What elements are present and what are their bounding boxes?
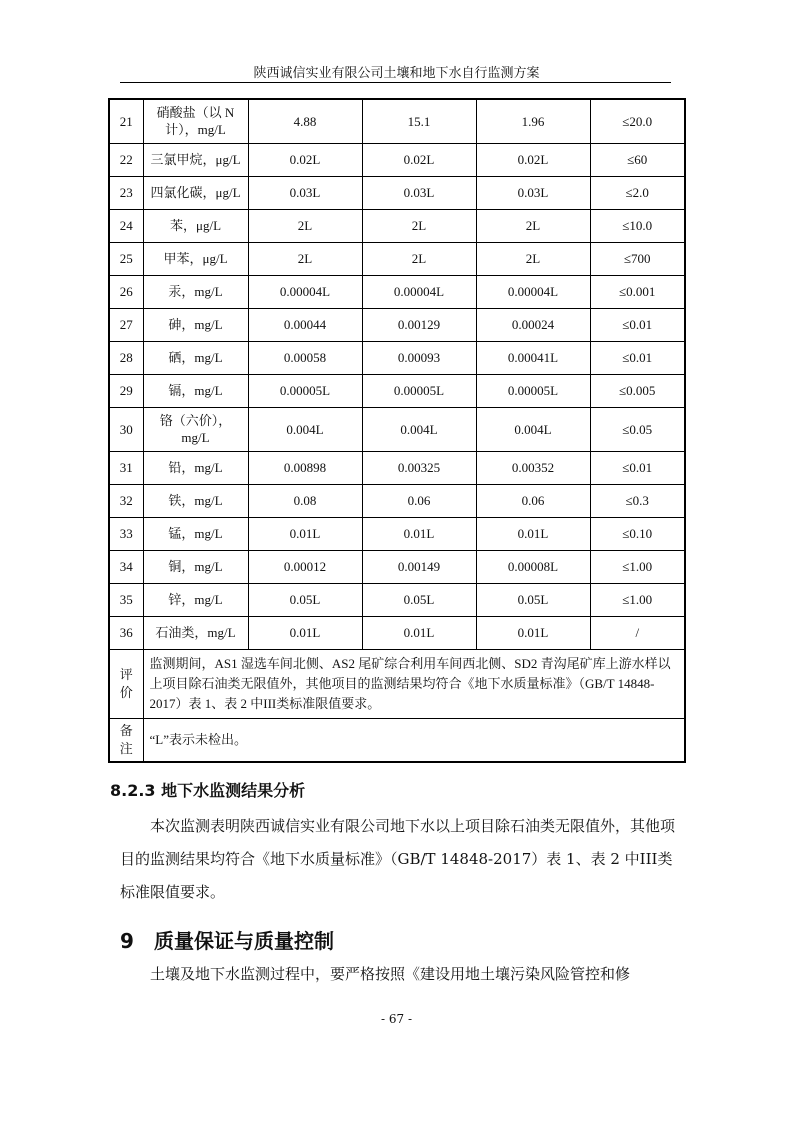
standard-limit-cell: ≤0.10 — [590, 517, 685, 550]
row-number-cell: 27 — [109, 308, 143, 341]
value-sd2-cell: 0.00041L — [476, 341, 590, 374]
table-row — [109, 341, 685, 374]
table-row — [109, 275, 685, 308]
value-as2-cell: 0.00325 — [362, 451, 476, 484]
standard-limit-cell: ≤700 — [590, 242, 685, 275]
row-number-cell: 35 — [109, 583, 143, 616]
remark-row — [109, 718, 685, 762]
page-number: - 67 - — [380, 1012, 412, 1026]
value-as2-cell: 0.00093 — [362, 341, 476, 374]
value-as1-cell: 4.88 — [248, 99, 362, 143]
item-name-cell: 铁，mg/L — [143, 484, 248, 517]
table-row — [109, 451, 685, 484]
value-sd2-cell: 0.03L — [476, 176, 590, 209]
table-row — [109, 583, 685, 616]
value-as2-cell: 2L — [362, 242, 476, 275]
value-sd2-cell: 0.01L — [476, 517, 590, 550]
item-name-cell: 四氯化碳，μg/L — [143, 176, 248, 209]
value-sd2-cell: 0.004L — [476, 407, 590, 451]
standard-limit-cell: ≤0.01 — [590, 341, 685, 374]
item-name-cell: 锰，mg/L — [143, 517, 248, 550]
standard-limit-cell: ≤60 — [590, 143, 685, 176]
value-as2-cell: 0.01L — [362, 616, 476, 649]
item-name-cell: 苯，μg/L — [143, 209, 248, 242]
value-sd2-cell: 0.02L — [476, 143, 590, 176]
item-name-cell: 铜，mg/L — [143, 550, 248, 583]
value-sd2-cell: 0.00024 — [476, 308, 590, 341]
section-paragraph: 本次监测表明陕西诚信实业有限公司地下水以上项目除石油类无限值外，其他项目的监测结果均符合《地下水质量标准》（GB/T 14848-2017）表 1、表 2 中III类标准限值要求。 — [120, 817, 676, 901]
value-as1-cell: 0.004L — [248, 407, 362, 451]
table-row — [109, 517, 685, 550]
value-as1-cell: 0.05L — [248, 583, 362, 616]
standard-limit-cell: / — [590, 616, 685, 649]
row-number-cell: 36 — [109, 616, 143, 649]
value-as2-cell: 0.06 — [362, 484, 476, 517]
row-number-cell: 32 — [109, 484, 143, 517]
value-sd2-cell: 0.00004L — [476, 275, 590, 308]
row-number-cell: 30 — [109, 407, 143, 451]
standard-limit-cell: ≤10.0 — [590, 209, 685, 242]
standard-limit-cell: ≤0.05 — [590, 407, 685, 451]
item-name-cell: 硝酸盐（以 N 计），mg/L — [143, 99, 248, 143]
standard-limit-cell: ≤0.01 — [590, 308, 685, 341]
value-as2-cell: 0.02L — [362, 143, 476, 176]
value-as1-cell: 0.08 — [248, 484, 362, 517]
chapter-title: 质量保证与质量控制 — [154, 929, 334, 953]
remark-label-cell: 备注 — [109, 718, 143, 762]
table-row — [109, 242, 685, 275]
standard-limit-cell: ≤0.005 — [590, 374, 685, 407]
item-name-cell: 汞，mg/L — [143, 275, 248, 308]
table-row — [109, 143, 685, 176]
evaluation-label-cell: 评价 — [109, 649, 143, 718]
table-row — [109, 176, 685, 209]
value-sd2-cell: 0.00352 — [476, 451, 590, 484]
value-sd2-cell: 0.00008L — [476, 550, 590, 583]
value-as1-cell: 0.00004L — [248, 275, 362, 308]
value-as1-cell: 0.02L — [248, 143, 362, 176]
value-as2-cell: 15.1 — [362, 99, 476, 143]
row-number-cell: 22 — [109, 143, 143, 176]
item-name-cell: 砷，mg/L — [143, 308, 248, 341]
value-as2-cell: 0.03L — [362, 176, 476, 209]
value-as1-cell: 0.00058 — [248, 341, 362, 374]
item-name-cell: 锌，mg/L — [143, 583, 248, 616]
value-as2-cell: 0.00005L — [362, 374, 476, 407]
row-number-cell: 25 — [109, 242, 143, 275]
table-row — [109, 209, 685, 242]
value-as1-cell: 0.00012 — [248, 550, 362, 583]
value-as2-cell: 0.00004L — [362, 275, 476, 308]
chapter-number: 9 — [120, 929, 134, 953]
row-number-cell: 34 — [109, 550, 143, 583]
remark-text-cell: “L”表示未检出。 — [143, 718, 685, 762]
row-number-cell: 23 — [109, 176, 143, 209]
row-number-cell: 33 — [109, 517, 143, 550]
item-name-cell: 镉，mg/L — [143, 374, 248, 407]
value-as1-cell: 0.01L — [248, 517, 362, 550]
row-number-cell: 29 — [109, 374, 143, 407]
value-as2-cell: 0.00129 — [362, 308, 476, 341]
table-row — [109, 616, 685, 649]
value-as1-cell: 2L — [248, 242, 362, 275]
item-name-cell: 硒，mg/L — [143, 341, 248, 374]
monitoring-results-table — [108, 98, 686, 763]
value-as2-cell: 2L — [362, 209, 476, 242]
value-as2-cell: 0.00149 — [362, 550, 476, 583]
table-row — [109, 308, 685, 341]
standard-limit-cell: ≤0.3 — [590, 484, 685, 517]
value-as2-cell: 0.05L — [362, 583, 476, 616]
evaluation-text-cell: 监测期间，AS1 湿选车间北侧、AS2 尾矿综合利用车间西北侧、SD2 青沟尾矿库上游水样以上项目除石油类无限值外，其他项目的监测结果均符合《地下水质量标准》（GB/T 14848-2017）表 1、表 2 中III类标准限值要求。 — [143, 649, 685, 718]
value-as2-cell: 0.01L — [362, 517, 476, 550]
value-sd2-cell: 2L — [476, 242, 590, 275]
table-row — [109, 99, 685, 143]
header-rule — [120, 82, 671, 83]
chapter-paragraph: 土壤及地下水监测过程中，要严格按照《建设用地土壤污染风险管控和修 — [150, 965, 631, 983]
row-number-cell: 31 — [109, 451, 143, 484]
standard-limit-cell: ≤1.00 — [590, 550, 685, 583]
value-as2-cell: 0.004L — [362, 407, 476, 451]
value-sd2-cell: 0.06 — [476, 484, 590, 517]
row-number-cell: 24 — [109, 209, 143, 242]
item-name-cell: 石油类，mg/L — [143, 616, 248, 649]
chapter-heading — [120, 925, 334, 954]
item-name-cell: 甲苯，μg/L — [143, 242, 248, 275]
item-name-cell: 三氯甲烷，μg/L — [143, 143, 248, 176]
row-number-cell: 28 — [109, 341, 143, 374]
value-as1-cell: 0.03L — [248, 176, 362, 209]
table-row — [109, 407, 685, 451]
evaluation-row — [109, 649, 685, 718]
standard-limit-cell: ≤20.0 — [590, 99, 685, 143]
table-row — [109, 374, 685, 407]
row-number-cell: 26 — [109, 275, 143, 308]
standard-limit-cell: ≤2.0 — [590, 176, 685, 209]
value-sd2-cell: 0.00005L — [476, 374, 590, 407]
row-number-cell: 21 — [109, 99, 143, 143]
standard-limit-cell: ≤0.01 — [590, 451, 685, 484]
table-row — [109, 550, 685, 583]
standard-limit-cell: ≤1.00 — [590, 583, 685, 616]
value-as1-cell: 0.00898 — [248, 451, 362, 484]
value-sd2-cell: 0.01L — [476, 616, 590, 649]
item-name-cell: 铬（六价），mg/L — [143, 407, 248, 451]
item-name-cell: 铅，mg/L — [143, 451, 248, 484]
value-as1-cell: 0.01L — [248, 616, 362, 649]
standard-limit-cell: ≤0.001 — [590, 275, 685, 308]
value-as1-cell: 0.00044 — [248, 308, 362, 341]
value-as1-cell: 2L — [248, 209, 362, 242]
table-row — [109, 484, 685, 517]
value-sd2-cell: 2L — [476, 209, 590, 242]
page-header-title: 陕西诚信实业有限公司土壤和地下水自行监测方案 — [253, 66, 540, 81]
section-heading: 8.2.3 地下水监测结果分析 — [110, 781, 306, 800]
value-sd2-cell: 1.96 — [476, 99, 590, 143]
value-sd2-cell: 0.05L — [476, 583, 590, 616]
value-as1-cell: 0.00005L — [248, 374, 362, 407]
